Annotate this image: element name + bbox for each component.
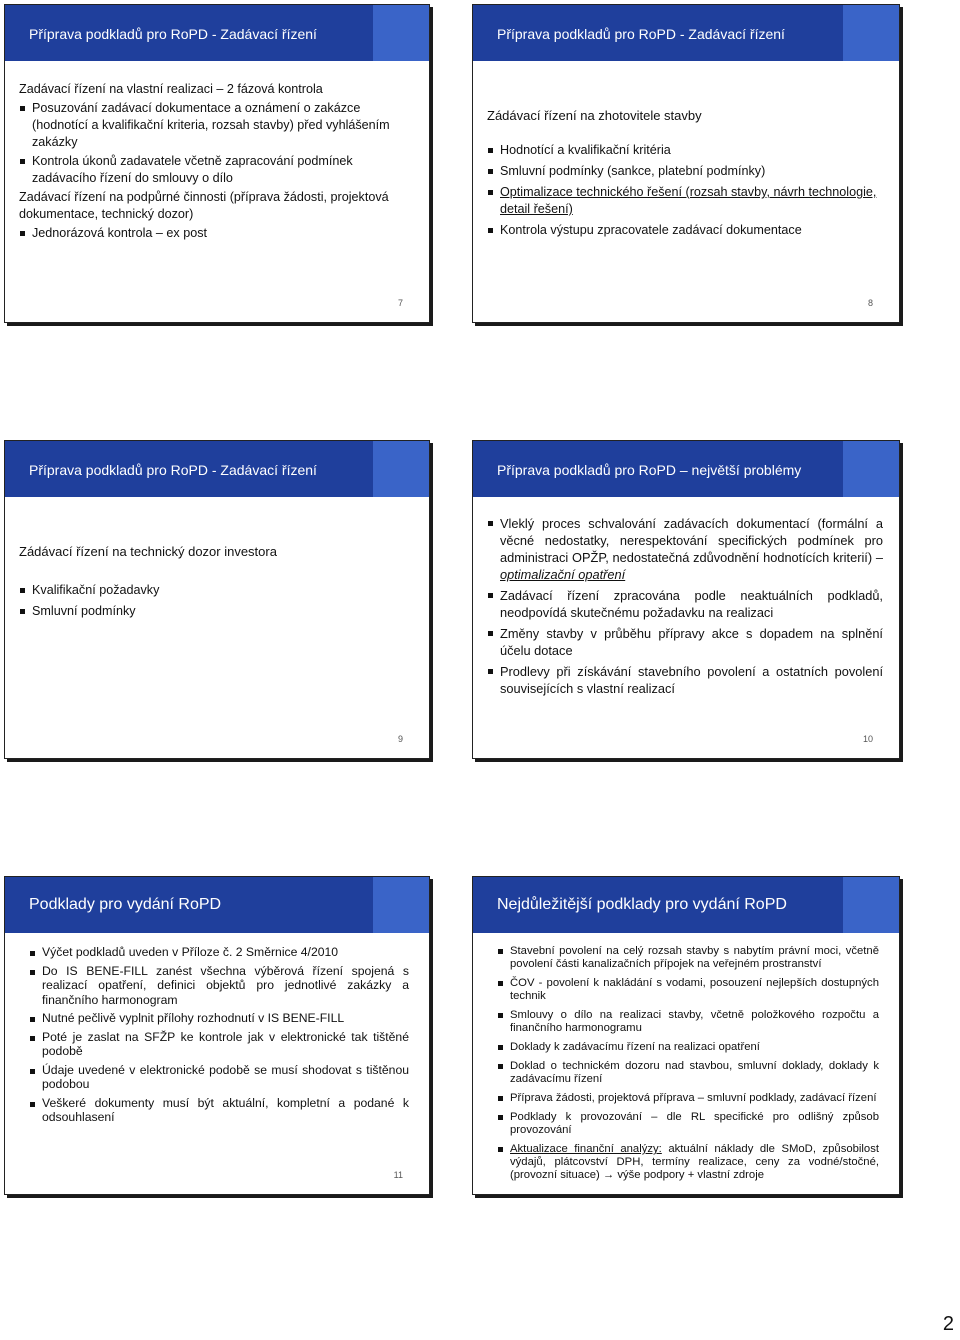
header-accent (843, 877, 899, 933)
page-number: 10 (862, 734, 873, 744)
list-item-text: aktuální náklady dle SMoD, způsobilost výdajů, plátcovství DPH, termíny realizace, ceny za vodné/stočné, (provozní situace) → výše podpory + vlastní zdroje (510, 1143, 879, 1181)
list-item (487, 515, 883, 583)
slide-header (5, 877, 429, 933)
slide-content (497, 945, 879, 1188)
slide-title: Příprava podkladů pro RoPD - Zadávací řízení (497, 26, 785, 42)
list-item: Kontrola výstupu zpracovatele zadávací dokumentace (487, 222, 883, 239)
slide-header (473, 441, 899, 497)
list-item: Hodnotící a kvalifikační kritéria (487, 142, 883, 159)
list-item: Smluvní podmínky (sankce, platební podmínky) (487, 163, 883, 180)
list-item: Kontrola úkonů zadavatele včetně zapracování podmínek zadávacího řízení do smlouvy o dílo (19, 153, 413, 187)
list-item: Prodlevy při získávání stavebního povolení a ostatních povolení souvisejících s vlastní realizací (487, 663, 883, 697)
page-number: 7 (397, 298, 403, 308)
slide-content (487, 515, 883, 701)
paragraph-text: Zadávací řízení na podpůrné činnosti (příprava žádosti, projektová dokumentace, technický dozor) (19, 190, 389, 221)
slide-subtitle: Zádávací řízení na zhotovitele stavby (487, 108, 702, 123)
slide-9 (4, 440, 430, 759)
list-item: ČOV - povolení k nakládání s vodami, posouzení nejlepších dostupných technik (497, 977, 879, 1003)
list-item: Příprava žádosti, projektová příprava – smluvní podklady, zadávací řízení (497, 1092, 879, 1105)
paragraph: Zadávací řízení na vlastní realizaci – 2 fázová kontrola (19, 82, 323, 96)
page-number: 11 (393, 1170, 403, 1180)
header-accent (373, 441, 429, 497)
paragraph (19, 189, 413, 223)
list-item: Smlouvy o dílo na realizaci stavby, včetně položkového rozpočtu a finančního harmonogramu (497, 1009, 879, 1035)
list-item: Změny stavby v průběhu přípravy akce s dopadem na splnění účelu dotace (487, 625, 883, 659)
list-item: Veškeré dokumenty musí být aktuální, kompletní a podané k odsouhlasení (29, 1096, 409, 1125)
slide-content (29, 945, 409, 1129)
list-item: Stavební povolení na celý rozsah stavby s nabytím právní moci, včetně povolení části kanalizačních přípojek na veřejném prostranství (497, 945, 879, 971)
slide-title: Příprava podkladů pro RoPD - Zadávací řízení (29, 26, 317, 42)
slide-7 (4, 4, 430, 323)
slide-content (19, 537, 413, 624)
list-item: Poté je zaslat na SFŽP ke kontrole jak v elektronické tak tištěné podobě (29, 1030, 409, 1059)
list-item: Podklady k provozování – dle RL specifické pro odlišný způsob provozování (497, 1111, 879, 1137)
slide-header (473, 5, 899, 61)
page-number: 9 (397, 734, 403, 744)
slide-title: Podklady pro vydání RoPD (29, 896, 222, 913)
list-item: Smluvní podmínky (19, 603, 413, 620)
slide-content (19, 81, 413, 244)
list-item: Doklady k zadávacímu řízení na realizaci opatření (497, 1041, 879, 1054)
list-item-emphasis: optimalizační opatření (500, 567, 626, 582)
slide-10 (472, 440, 900, 759)
slide-8 (472, 4, 900, 323)
slide-subtitle: Zádávací řízení na technický dozor investora (19, 544, 277, 559)
list-item: Nutné pečlivě vyplnit přílohy rozhodnutí v IS BENE-FILL (29, 1011, 409, 1026)
document-page-number: 2 (942, 1313, 954, 1335)
header-accent (843, 5, 899, 61)
header-accent (843, 441, 899, 497)
page-number: 8 (867, 298, 873, 308)
slide-header (5, 441, 429, 497)
list-item: Optimalizace technického řešení (rozsah stavby, návrh technologie, detail řešení) (487, 184, 883, 218)
slide-title: Příprava podkladů pro RoPD – největší problémy (497, 462, 802, 478)
slide-header (5, 5, 429, 61)
slide-12 (472, 876, 900, 1195)
list-item: Kvalifikační požadavky (19, 582, 413, 599)
slide-title: Příprava podkladů pro RoPD - Zadávací řízení (29, 462, 317, 478)
list-item: Posuzování zadávací dokumentace a oznámení o zakázce (hodnotící a kvalifikační kriteria, rozsah stavby) před vyhlášením zakázky (19, 100, 413, 151)
slide-title: Nejdůležitější podklady pro vydání RoPD (497, 896, 787, 913)
slide-header (473, 877, 899, 933)
list-item: Doklad o technickém dozoru nad stavbou, smluvní doklady, doklady k zadávacímu řízení (497, 1060, 879, 1086)
list-item-text: Vleklý proces schvalování zadávacích dokumentací (formální a věcné nedostatky, nerespektování specifických podmínek pro administraci OPŽP, nedostatečná zdůvodnění hodnotících kriterií) – (500, 516, 883, 565)
slide-11 (4, 876, 430, 1195)
list-item: Výčet podkladů uveden v Příloze č. 2 Směrnice 4/2010 (29, 945, 409, 960)
list-item: Jednorázová kontrola – ex post (19, 225, 413, 242)
list-item: Zadávací řízení zpracována podle neaktuálních podkladů, neodpovídá skutečnému požadavku na realizaci (487, 587, 883, 621)
list-item (497, 1143, 879, 1182)
list-item: Do IS BENE-FILL zanést všechna výběrová řízení spojená s realizací opatření, definici objektů pro jednotlivé zakázky a finančního harmonogram (29, 964, 409, 1008)
list-item: Údaje uvedené v elektronické podobě se musí shodovat s tištěnou podobou (29, 1063, 409, 1092)
slide-content (487, 101, 883, 243)
header-accent (373, 877, 429, 933)
list-item-emphasis: Aktualizace finanční analýzy: (510, 1143, 662, 1155)
header-accent (373, 5, 429, 61)
